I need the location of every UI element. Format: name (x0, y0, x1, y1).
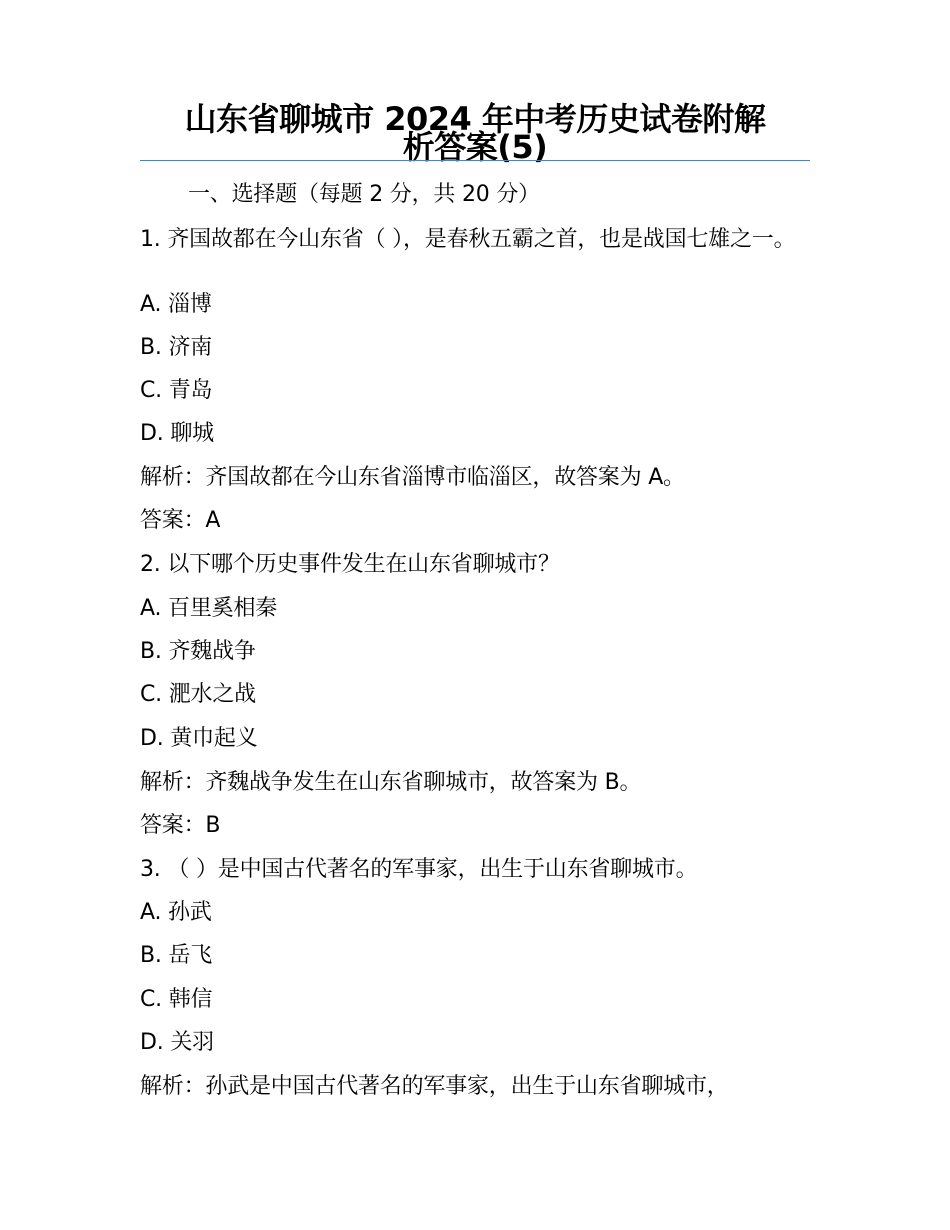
section-heading: 一、选择题（每题 2 分，共 20 分） (188, 182, 540, 207)
question-1-option-b: B. 济南 (140, 335, 213, 360)
question-2-option-c: C. 淝水之战 (140, 682, 256, 707)
question-stem-2: 2. 以下哪个历史事件发生在山东省聊城市？ (140, 552, 560, 577)
page-title-line-2: 析答案(5) (402, 128, 548, 166)
question-1-answer: 答案：A (140, 508, 221, 533)
question-3-option-b: B. 岳飞 (140, 943, 213, 968)
title-underline (140, 160, 810, 161)
question-1-option-c: C. 青岛 (140, 378, 213, 403)
question-3-option-c: C. 韩信 (140, 987, 213, 1012)
question-2-answer: 答案：B (140, 813, 221, 838)
question-2-option-d: D. 黄巾起义 (140, 726, 258, 751)
page-title (140, 100, 810, 166)
question-3-option-a: A. 孙武 (140, 900, 212, 925)
question-stem-3: 3. （ ）是中国古代著名的军事家，出生于山东省聊城市。 (140, 857, 698, 882)
question-stem-1: 1. 齐国故都在今山东省（ ），是春秋五霸之首，也是战国七雄之一。 (140, 227, 796, 252)
question-2-option-a: A. 百里奚相秦 (140, 596, 278, 621)
question-1-option-d: D. 聊城 (140, 421, 214, 446)
page-title-line-1: 山东省聊城市 2024 年中考历史试卷附解 (184, 100, 766, 138)
question-3-option-d: D. 关羽 (140, 1030, 214, 1055)
question-1-analysis: 解析：齐国故都在今山东省淄博市临淄区，故答案为 A。 (140, 465, 685, 490)
question-2-analysis: 解析：齐魏战争发生在山东省聊城市，故答案为 B。 (140, 770, 642, 795)
question-1-option-a: A. 淄博 (140, 292, 212, 317)
question-3-analysis: 解析：孙武是中国古代著名的军事家，出生于山东省聊城市， (140, 1074, 729, 1099)
question-2-option-b: B. 齐魏战争 (140, 639, 256, 664)
